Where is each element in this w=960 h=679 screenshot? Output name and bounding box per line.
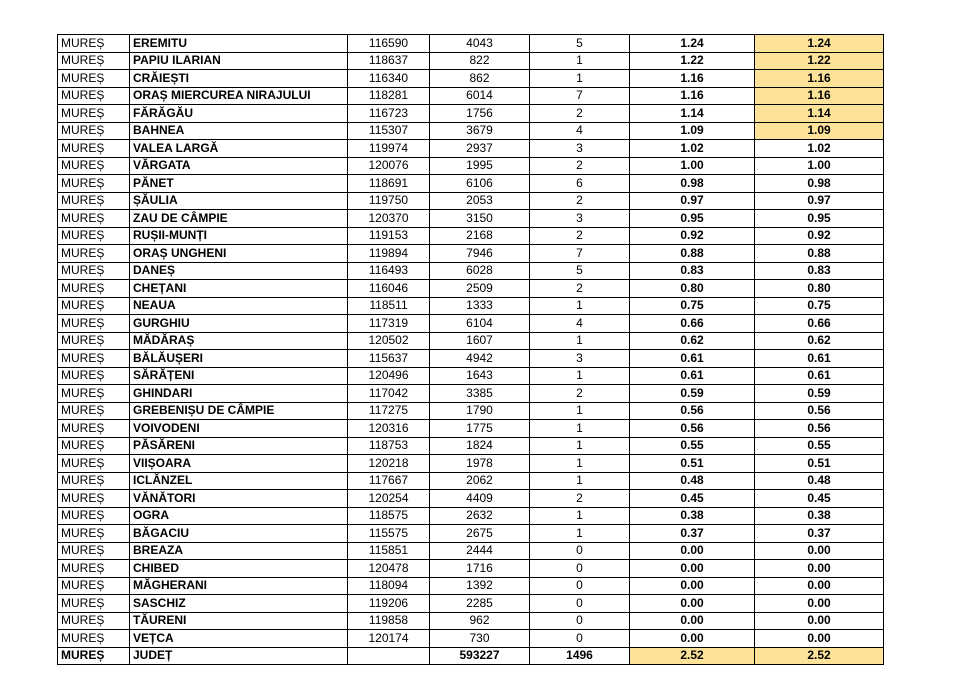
rate-cell: 0.80 <box>630 280 755 298</box>
rate-cell-secondary: 2.52 <box>755 647 884 665</box>
table-row <box>58 157 884 175</box>
table-row <box>58 35 884 53</box>
locality-cell: OGRA <box>130 507 348 525</box>
rate-cell: 0.45 <box>630 490 755 508</box>
rate-cell-secondary: 0.61 <box>755 367 884 385</box>
rate-cell-secondary: 1.09 <box>755 122 884 140</box>
locality-cell: DANEȘ <box>130 262 348 280</box>
population-cell: 1716 <box>430 560 530 578</box>
population-cell: 2053 <box>430 192 530 210</box>
population-cell: 3679 <box>430 122 530 140</box>
locality-cell: TĂURENI <box>130 612 348 630</box>
siruta-code-cell: 120502 <box>348 332 430 350</box>
cases-cell: 1 <box>530 332 630 350</box>
locality-cell: SASCHIZ <box>130 595 348 613</box>
population-cell: 6014 <box>430 87 530 105</box>
rate-cell-secondary: 0.75 <box>755 297 884 315</box>
population-cell: 2632 <box>430 507 530 525</box>
siruta-code-cell: 120218 <box>348 455 430 473</box>
rate-cell: 1.16 <box>630 70 755 88</box>
cases-cell: 3 <box>530 140 630 158</box>
locality-cell: PĂSĂRENI <box>130 437 348 455</box>
rate-cell: 0.37 <box>630 525 755 543</box>
siruta-code-cell: 117319 <box>348 315 430 333</box>
locality-cell: ORAȘ UNGHENI <box>130 245 348 263</box>
cases-cell: 6 <box>530 175 630 193</box>
table-row <box>58 262 884 280</box>
county-cell: MUREȘ <box>58 525 130 543</box>
total-row <box>58 647 884 665</box>
cases-cell: 7 <box>530 245 630 263</box>
rate-cell: 1.16 <box>630 87 755 105</box>
county-cell: MUREȘ <box>58 630 130 648</box>
siruta-code-cell: 119894 <box>348 245 430 263</box>
table-row <box>58 560 884 578</box>
population-cell: 1333 <box>430 297 530 315</box>
county-cell: MUREȘ <box>58 367 130 385</box>
rate-cell: 0.38 <box>630 507 755 525</box>
rate-cell: 0.00 <box>630 542 755 560</box>
siruta-code-cell: 118575 <box>348 507 430 525</box>
cases-cell: 0 <box>530 542 630 560</box>
population-cell: 4409 <box>430 490 530 508</box>
county-cell: MUREȘ <box>58 455 130 473</box>
locality-cell: ZAU DE CÂMPIE <box>130 210 348 228</box>
population-cell: 730 <box>430 630 530 648</box>
county-cell: MUREȘ <box>58 542 130 560</box>
table-row <box>58 577 884 595</box>
county-cell: MUREȘ <box>58 420 130 438</box>
county-cell: MUREȘ <box>58 262 130 280</box>
county-cell: MUREȘ <box>58 227 130 245</box>
siruta-code-cell: 118094 <box>348 577 430 595</box>
locality-cell: MĂGHERANI <box>130 577 348 595</box>
cases-cell: 5 <box>530 35 630 53</box>
table-row <box>58 140 884 158</box>
table-row <box>58 175 884 193</box>
county-cell: MUREȘ <box>58 490 130 508</box>
table-row <box>58 227 884 245</box>
county-cell: MUREȘ <box>58 245 130 263</box>
siruta-code-cell: 118511 <box>348 297 430 315</box>
county-cell: MUREȘ <box>58 437 130 455</box>
population-cell: 1978 <box>430 455 530 473</box>
locality-cell: MĂDĂRAȘ <box>130 332 348 350</box>
rate-cell: 0.00 <box>630 577 755 595</box>
rate-cell-secondary: 1.16 <box>755 70 884 88</box>
locality-cell: BĂGACIU <box>130 525 348 543</box>
locality-cell: VALEA LARGĂ <box>130 140 348 158</box>
siruta-code-cell: 119206 <box>348 595 430 613</box>
locality-cell: VĂRGATA <box>130 157 348 175</box>
rate-cell-secondary: 0.98 <box>755 175 884 193</box>
rate-cell-secondary: 0.38 <box>755 507 884 525</box>
rate-cell-secondary: 0.56 <box>755 402 884 420</box>
table-row <box>58 455 884 473</box>
rate-cell-secondary: 0.00 <box>755 577 884 595</box>
locality-cell: CHEȚANI <box>130 280 348 298</box>
population-cell: 2168 <box>430 227 530 245</box>
siruta-code-cell: 118691 <box>348 175 430 193</box>
locality-cell: GREBENIȘU DE CÂMPIE <box>130 402 348 420</box>
county-cell: MUREȘ <box>58 70 130 88</box>
county-cell: MUREȘ <box>58 647 130 665</box>
rate-cell-secondary: 1.02 <box>755 140 884 158</box>
locality-cell: BAHNEA <box>130 122 348 140</box>
siruta-code-cell: 116493 <box>348 262 430 280</box>
table-row <box>58 612 884 630</box>
table-body <box>58 35 884 665</box>
rate-cell: 0.88 <box>630 245 755 263</box>
siruta-code-cell: 117275 <box>348 402 430 420</box>
cases-cell: 5 <box>530 262 630 280</box>
siruta-code-cell: 117042 <box>348 385 430 403</box>
locality-cell: CRĂIEȘTI <box>130 70 348 88</box>
rate-cell: 0.61 <box>630 350 755 368</box>
rate-cell: 0.48 <box>630 472 755 490</box>
table-row <box>58 595 884 613</box>
locality-cell: ICLĂNZEL <box>130 472 348 490</box>
county-cell: MUREȘ <box>58 315 130 333</box>
county-cell: MUREȘ <box>58 175 130 193</box>
locality-cell: EREMITU <box>130 35 348 53</box>
rate-cell-secondary: 0.00 <box>755 612 884 630</box>
county-cell: MUREȘ <box>58 402 130 420</box>
cases-cell: 1 <box>530 402 630 420</box>
table-row <box>58 350 884 368</box>
county-cell: MUREȘ <box>58 157 130 175</box>
siruta-code-cell: 116723 <box>348 105 430 123</box>
population-cell: 2285 <box>430 595 530 613</box>
cases-cell: 4 <box>530 315 630 333</box>
rate-cell: 0.97 <box>630 192 755 210</box>
table-row <box>58 87 884 105</box>
rate-cell: 1.09 <box>630 122 755 140</box>
rate-cell: 0.59 <box>630 385 755 403</box>
cases-cell: 1 <box>530 297 630 315</box>
county-cell: MUREȘ <box>58 105 130 123</box>
localities-table <box>57 34 884 665</box>
rate-cell: 0.00 <box>630 560 755 578</box>
cases-cell: 1 <box>530 455 630 473</box>
siruta-code-cell: 119153 <box>348 227 430 245</box>
siruta-code-cell: 120316 <box>348 420 430 438</box>
rate-cell-secondary: 0.62 <box>755 332 884 350</box>
cases-cell: 0 <box>530 595 630 613</box>
population-cell: 2675 <box>430 525 530 543</box>
rate-cell-secondary: 0.80 <box>755 280 884 298</box>
table-row <box>58 105 884 123</box>
rate-cell-secondary: 0.56 <box>755 420 884 438</box>
rate-cell: 1.24 <box>630 35 755 53</box>
rate-cell-secondary: 0.37 <box>755 525 884 543</box>
rate-cell-secondary: 0.92 <box>755 227 884 245</box>
cases-cell: 2 <box>530 157 630 175</box>
siruta-code-cell: 116590 <box>348 35 430 53</box>
rate-cell: 0.61 <box>630 367 755 385</box>
rate-cell: 0.98 <box>630 175 755 193</box>
siruta-code-cell: 119858 <box>348 612 430 630</box>
locality-cell: SĂRĂȚENI <box>130 367 348 385</box>
population-cell: 6104 <box>430 315 530 333</box>
rate-cell: 0.56 <box>630 420 755 438</box>
cases-cell: 0 <box>530 612 630 630</box>
cases-cell: 4 <box>530 122 630 140</box>
rate-cell: 0.62 <box>630 332 755 350</box>
rate-cell-secondary: 1.22 <box>755 52 884 70</box>
table-row <box>58 280 884 298</box>
rate-cell: 0.95 <box>630 210 755 228</box>
cases-cell: 2 <box>530 192 630 210</box>
table-row <box>58 52 884 70</box>
county-cell: MUREȘ <box>58 35 130 53</box>
cases-cell: 1 <box>530 507 630 525</box>
county-cell: MUREȘ <box>58 612 130 630</box>
rate-cell-secondary: 0.00 <box>755 630 884 648</box>
table-row <box>58 315 884 333</box>
rate-cell: 0.55 <box>630 437 755 455</box>
rate-cell-secondary: 1.24 <box>755 35 884 53</box>
population-cell: 1824 <box>430 437 530 455</box>
cases-cell: 2 <box>530 280 630 298</box>
rate-cell-secondary: 0.88 <box>755 245 884 263</box>
cases-cell: 1 <box>530 525 630 543</box>
population-cell: 6028 <box>430 262 530 280</box>
rate-cell-secondary: 1.00 <box>755 157 884 175</box>
rate-cell-secondary: 0.95 <box>755 210 884 228</box>
rate-cell-secondary: 0.45 <box>755 490 884 508</box>
population-cell: 1775 <box>430 420 530 438</box>
table-row <box>58 542 884 560</box>
population-cell: 2937 <box>430 140 530 158</box>
table-row <box>58 297 884 315</box>
locality-cell: PAPIU ILARIAN <box>130 52 348 70</box>
rate-cell-secondary: 0.51 <box>755 455 884 473</box>
siruta-code-cell: 120254 <box>348 490 430 508</box>
cases-cell: 2 <box>530 385 630 403</box>
rate-cell: 0.51 <box>630 455 755 473</box>
siruta-code-cell: 116340 <box>348 70 430 88</box>
county-cell: MUREȘ <box>58 385 130 403</box>
siruta-code-cell: 118281 <box>348 87 430 105</box>
locality-cell: GHINDARI <box>130 385 348 403</box>
siruta-code-cell: 120174 <box>348 630 430 648</box>
locality-cell: RUȘII-MUNȚI <box>130 227 348 245</box>
table-row <box>58 525 884 543</box>
population-cell: 6106 <box>430 175 530 193</box>
siruta-code-cell: 118753 <box>348 437 430 455</box>
cases-cell: 1 <box>530 437 630 455</box>
rate-cell-secondary: 0.59 <box>755 385 884 403</box>
locality-cell: PĂNET <box>130 175 348 193</box>
rate-cell-secondary: 0.83 <box>755 262 884 280</box>
rate-cell: 1.14 <box>630 105 755 123</box>
county-cell: MUREȘ <box>58 192 130 210</box>
siruta-code-cell: 118637 <box>348 52 430 70</box>
table-row <box>58 210 884 228</box>
siruta-code-cell: 120370 <box>348 210 430 228</box>
county-cell: MUREȘ <box>58 122 130 140</box>
county-cell: MUREȘ <box>58 297 130 315</box>
population-cell: 1790 <box>430 402 530 420</box>
cases-cell: 1496 <box>530 647 630 665</box>
rate-cell-secondary: 1.16 <box>755 87 884 105</box>
locality-cell: GURGHIU <box>130 315 348 333</box>
county-cell: MUREȘ <box>58 140 130 158</box>
rate-cell: 0.92 <box>630 227 755 245</box>
rate-cell-secondary: 0.00 <box>755 560 884 578</box>
rate-cell-secondary: 0.66 <box>755 315 884 333</box>
rate-cell: 1.02 <box>630 140 755 158</box>
table-row <box>58 332 884 350</box>
rate-cell-secondary: 0.00 <box>755 595 884 613</box>
locality-cell: VEȚCA <box>130 630 348 648</box>
rate-cell: 0.83 <box>630 262 755 280</box>
siruta-code-cell: 117667 <box>348 472 430 490</box>
county-cell: MUREȘ <box>58 507 130 525</box>
rate-cell-secondary: 0.61 <box>755 350 884 368</box>
locality-cell: ORAȘ MIERCUREA NIRAJULUI <box>130 87 348 105</box>
table-row <box>58 402 884 420</box>
siruta-code-cell: 120478 <box>348 560 430 578</box>
rate-cell: 0.00 <box>630 630 755 648</box>
population-cell: 822 <box>430 52 530 70</box>
county-cell: MUREȘ <box>58 280 130 298</box>
county-cell: MUREȘ <box>58 560 130 578</box>
table-row <box>58 507 884 525</box>
cases-cell: 1 <box>530 70 630 88</box>
locality-cell: CHIBED <box>130 560 348 578</box>
population-cell: 1607 <box>430 332 530 350</box>
population-cell: 1643 <box>430 367 530 385</box>
county-cell: MUREȘ <box>58 472 130 490</box>
county-cell: MUREȘ <box>58 210 130 228</box>
cases-cell: 0 <box>530 630 630 648</box>
rate-cell: 1.22 <box>630 52 755 70</box>
rate-cell: 0.66 <box>630 315 755 333</box>
population-cell: 2509 <box>430 280 530 298</box>
cases-cell: 1 <box>530 472 630 490</box>
locality-cell: FĂRĂGĂU <box>130 105 348 123</box>
table-row <box>58 630 884 648</box>
siruta-code-cell: 120076 <box>348 157 430 175</box>
county-cell: MUREȘ <box>58 332 130 350</box>
rate-cell-secondary: 0.55 <box>755 437 884 455</box>
siruta-code-cell: 119974 <box>348 140 430 158</box>
locality-cell: BĂLĂUȘERI <box>130 350 348 368</box>
locality-cell: NEAUA <box>130 297 348 315</box>
table-row <box>58 420 884 438</box>
cases-cell: 3 <box>530 350 630 368</box>
siruta-code-cell <box>348 647 430 665</box>
population-cell: 1995 <box>430 157 530 175</box>
locality-cell: VIIȘOARA <box>130 455 348 473</box>
county-cell: MUREȘ <box>58 350 130 368</box>
rate-cell: 0.00 <box>630 612 755 630</box>
population-cell: 962 <box>430 612 530 630</box>
table-row <box>58 192 884 210</box>
siruta-code-cell: 115307 <box>348 122 430 140</box>
cases-cell: 7 <box>530 87 630 105</box>
population-cell: 593227 <box>430 647 530 665</box>
rate-cell-secondary: 0.97 <box>755 192 884 210</box>
population-cell: 7946 <box>430 245 530 263</box>
table-row <box>58 385 884 403</box>
cases-cell: 1 <box>530 52 630 70</box>
table-row <box>58 122 884 140</box>
population-cell: 3150 <box>430 210 530 228</box>
cases-cell: 0 <box>530 560 630 578</box>
locality-cell: VĂNĂTORI <box>130 490 348 508</box>
siruta-code-cell: 115851 <box>348 542 430 560</box>
siruta-code-cell: 115575 <box>348 525 430 543</box>
cases-cell: 2 <box>530 105 630 123</box>
locality-cell: VOIVODENI <box>130 420 348 438</box>
rate-cell-secondary: 1.14 <box>755 105 884 123</box>
rate-cell: 1.00 <box>630 157 755 175</box>
cases-cell: 3 <box>530 210 630 228</box>
locality-cell: ȘĂULIA <box>130 192 348 210</box>
population-cell: 2444 <box>430 542 530 560</box>
cases-cell: 0 <box>530 577 630 595</box>
population-cell: 3385 <box>430 385 530 403</box>
table-row <box>58 490 884 508</box>
population-cell: 862 <box>430 70 530 88</box>
rate-cell-secondary: 0.48 <box>755 472 884 490</box>
siruta-code-cell: 119750 <box>348 192 430 210</box>
table-row <box>58 70 884 88</box>
county-cell: MUREȘ <box>58 595 130 613</box>
rate-cell: 0.00 <box>630 595 755 613</box>
rate-cell: 0.75 <box>630 297 755 315</box>
table-row <box>58 437 884 455</box>
locality-cell: BREAZA <box>130 542 348 560</box>
county-cell: MUREȘ <box>58 87 130 105</box>
rate-cell: 2.52 <box>630 647 755 665</box>
siruta-code-cell: 120496 <box>348 367 430 385</box>
siruta-code-cell: 116046 <box>348 280 430 298</box>
population-cell: 4043 <box>430 35 530 53</box>
population-cell: 4942 <box>430 350 530 368</box>
locality-cell: JUDEȚ <box>130 647 348 665</box>
rate-cell: 0.56 <box>630 402 755 420</box>
cases-cell: 1 <box>530 420 630 438</box>
population-cell: 1392 <box>430 577 530 595</box>
table-row <box>58 245 884 263</box>
population-cell: 2062 <box>430 472 530 490</box>
rate-cell-secondary: 0.00 <box>755 542 884 560</box>
cases-cell: 2 <box>530 227 630 245</box>
table-row <box>58 472 884 490</box>
table-row <box>58 367 884 385</box>
cases-cell: 1 <box>530 367 630 385</box>
siruta-code-cell: 115637 <box>348 350 430 368</box>
county-cell: MUREȘ <box>58 577 130 595</box>
population-cell: 1756 <box>430 105 530 123</box>
cases-cell: 2 <box>530 490 630 508</box>
county-cell: MUREȘ <box>58 52 130 70</box>
